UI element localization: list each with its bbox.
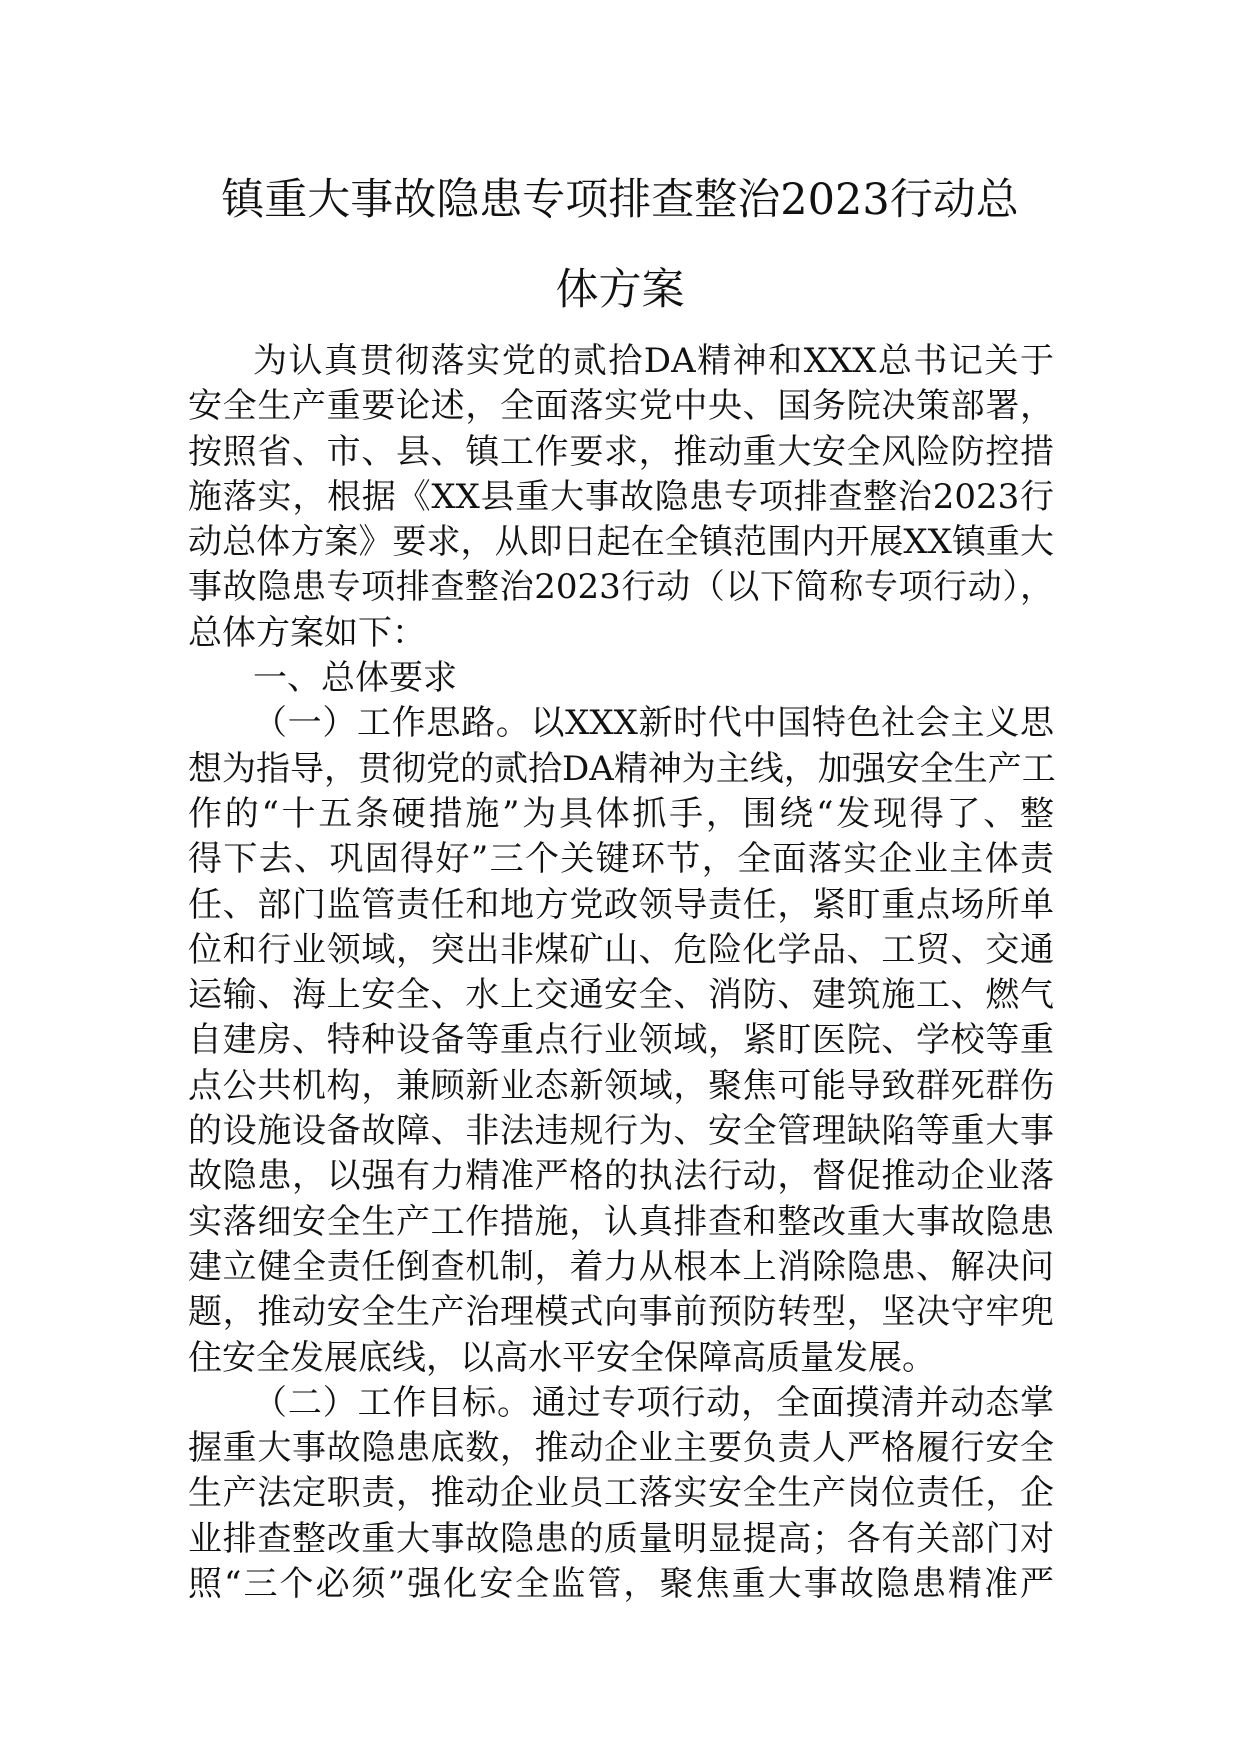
text-line: 故隐患，以强有力精准严格的执法行动，督促推动企业落 — [188, 1156, 1054, 1197]
text-line: （二）工作目标。通过专项行动，全面摸清并动态掌 — [253, 1382, 1054, 1423]
document-body — [188, 339, 1054, 1607]
text-line: 运输、海上安全、水上交通安全、消防、建筑施工、燃气 — [188, 975, 1054, 1016]
text-line: 自建房、特种设备等重点行业领域，紧盯医院、学校等重 — [188, 1020, 1054, 1061]
text-line: 事故隐患专项排查整治2023行动（以下简称专项行动）， — [188, 567, 1054, 608]
text-line: 实落细安全生产工作措施，认真排查和整改重大事故隐患 — [188, 1201, 1054, 1242]
text-line: 任、部门监管责任和地方党政领导责任，紧盯重点场所单 — [188, 884, 1054, 925]
section-heading-text: 一、总体要求 — [253, 658, 457, 699]
text-line: 题，推动安全生产治理模式向事前预防转型，坚决守牢兜 — [188, 1292, 1054, 1333]
text-line: 施落实，根据《XX县重大事故隐患专项排查整治2023行 — [188, 476, 1054, 517]
section-heading — [188, 656, 1054, 701]
text-line: 得下去、巩固得好”三个关键环节，全面落实企业主体责 — [188, 839, 1054, 880]
document-title-line-2: 体方案 — [555, 265, 685, 315]
text-line: 位和行业领域，突出非煤矿山、危险化学品、工贸、交通 — [188, 929, 1054, 970]
text-line: 按照省、市、县、镇工作要求，推动重大安全风险防控措 — [188, 431, 1054, 472]
text-line: 为认真贯彻落实党的贰拾DA精神和XXX总书记关于 — [253, 341, 1054, 381]
text-line: 住安全发展底线，以高水平安全保障高质量发展。 — [188, 1337, 936, 1378]
paragraph-work-approach — [188, 701, 1054, 1380]
paragraph-work-goals — [188, 1381, 1054, 1607]
text-line: 总体方案如下： — [188, 612, 426, 653]
text-line: 的设施设备故障、非法违规行为、安全管理缺陷等重大事 — [188, 1111, 1054, 1152]
text-line: 动总体方案》要求，从即日起在全镇范围内开展XX镇重大 — [188, 522, 1054, 563]
text-line: （一）工作思路。以XXX新时代中国特色社会主义思 — [253, 703, 1054, 744]
text-line: 想为指导，贯彻党的贰拾DA精神为主线，加强安全生产工 — [188, 748, 1056, 789]
text-line: 握重大事故隐患底数，推动企业主要负责人严格履行安全 — [188, 1428, 1054, 1469]
text-line: 建立健全责任倒查机制，着力从根本上消除隐患、解决问 — [188, 1246, 1054, 1287]
document-title-line-1: 镇重大事故隐患专项排查整治2023行动总 — [221, 175, 1019, 225]
text-line: 业排查整改重大事故隐患的质量明显提高；各有关部门对 — [188, 1518, 1054, 1559]
paragraph-intro — [188, 339, 1054, 656]
text-line: 点公共机构，兼顾新业态新领域，聚焦可能导致群死群伤 — [188, 1065, 1054, 1106]
text-line: 照“三个必须”强化安全监管，聚焦重大事故隐患精准严 — [188, 1564, 1054, 1605]
text-line: 安全生产重要论述，全面落实党中央、国务院决策部署， — [188, 386, 1054, 427]
text-line: 作的“十五条硬措施”为具体抓手，围绕“发现得了、整 — [188, 793, 1054, 834]
text-line: 生产法定职责，推动企业员工落实安全生产岗位责任，企 — [188, 1473, 1054, 1514]
